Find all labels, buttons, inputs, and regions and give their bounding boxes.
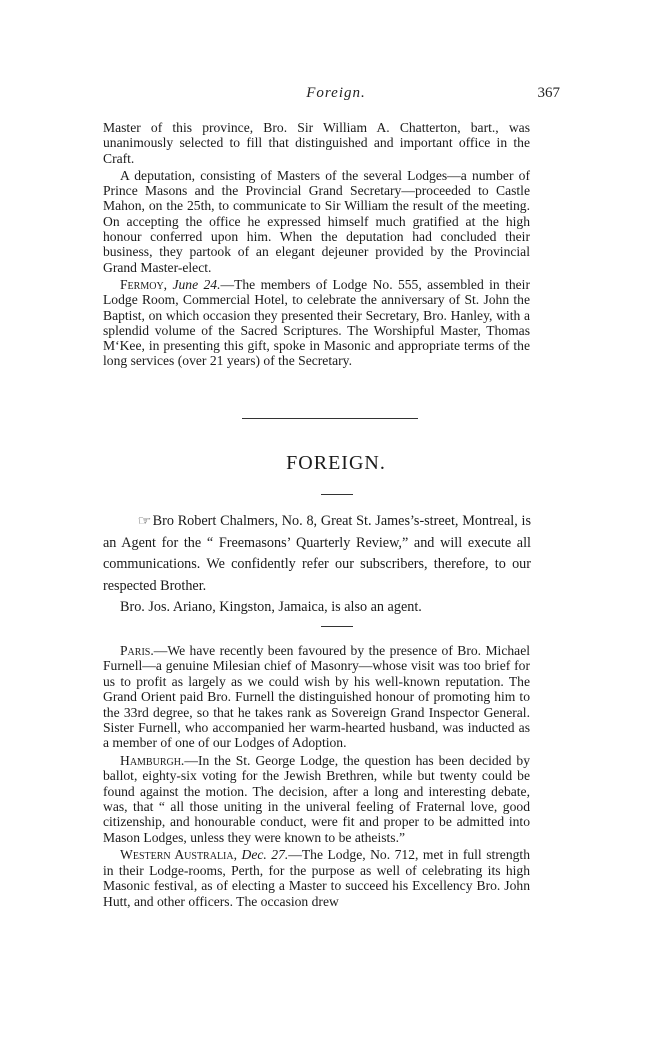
page-number: 367 (537, 85, 560, 101)
entry-paris (103, 643, 530, 751)
foreign-entries (103, 643, 530, 909)
notice-text: Bro Robert Chalmers, No. 8, Great St. James’s-street, Montreal, is an Agent for the “ Freemasons’ Quarterly Review,” and will execute all communications. We confidently refer our subscribers, therefore, to our respected Brother. (103, 513, 531, 594)
paragraph-text: —The members of Lodge No. 555, assembled in their Lodge Room, Commercial Hotel, to celebrate the anniversary of St. John the Baptist, on which occasion they presented their Secretary, Bro. Hanley, with a splendid volume of the Sacred Scriptures. The Worshipful Master, Thomas M‘Kee, in presenting this gift, spoke in Masonic and appropriate terms of the long services (over 21 years) of the Secretary. (103, 276, 530, 369)
place-lead: Hamburgh. (120, 752, 185, 768)
top-section (103, 120, 530, 369)
section-heading: FOREIGN. (286, 452, 386, 474)
notice-text: Bro. Jos. Ariano, Kingston, Jamaica, is also an agent. (120, 599, 422, 615)
date-lead: June 24. (172, 276, 221, 292)
entry-text: —The Lodge, No. 712, met in full strength in their Lodge-rooms, Perth, for the purpose as well of celebrating its high Masonic festival, as of electing a Master to succeed his Excellency Bro. John Hutt, and other officers. The occasion drew (103, 847, 530, 909)
notice-rule (321, 626, 353, 627)
paragraph-text: Master of this province, Bro. Sir William A. Chatterton, bart., was unanimously selected to fill that distinguished and important office in the Craft. (103, 120, 530, 166)
entry-hamburgh (103, 753, 530, 845)
paragraph-text: A deputation, consisting of Masters of the several Lodges—a number of Prince Masons and the Provincial Grand Secretary—proceeded to Castle Mahon, on the 25th, to communicate to Sir William the result of the meeting. On accepting the office he expressed himself much gratified at the high honour conferred upon him. When the deputation had concluded their business, they partook of an elegant dejeuner provided by the Provincial Grand Master-elect. (103, 167, 530, 275)
paragraph-chatterton (103, 120, 530, 166)
pointing-hand-icon: ☞ (137, 513, 152, 528)
entry-text: —We have recently been favoured by the presence of Bro. Michael Furnell—a genuine Milesian chief of Masonry—whose visit was too brief for us to profit as largely as we could wish by his well-known reputation. The Grand Orient paid Bro. Furnell the distinguished honour of promoting him to the 33rd degree, so that he takes rank as Sovereign Grand Inspector General. Sister Furnell, who accompanied her warm-hearted husband, was inducted as a member of one of our Lodges of Adoption. (103, 643, 530, 751)
agent-notice (103, 510, 531, 619)
place-lead: Western Australia, (120, 847, 238, 863)
place-lead: Fermoy, (120, 276, 168, 292)
heading-rule (321, 494, 353, 495)
entry-western-australia (103, 847, 530, 909)
place-lead: Paris. (120, 643, 154, 658)
notice-paragraph-chalmers (103, 510, 531, 597)
entry-text: —In the St. George Lodge, the question has been decided by ballot, eighty-six voting for the Jewish Brethren, while but twenty could be found against the motion. The decision, after a long and interesting debate, was, that “ all those uniting in the univeral feeling of Fraternal love, good citizenship, and honourable conduct, were fit and proper to be admitted into Mason Lodges, unless they were known to be atheists.” (103, 752, 530, 845)
running-head (0, 85, 672, 105)
notice-paragraph-ariano (103, 597, 531, 619)
paragraph-fermoy (103, 277, 530, 369)
running-title: Foreign. (306, 85, 366, 101)
section-divider-rule (242, 418, 418, 419)
paragraph-deputation (103, 168, 530, 275)
date-lead: Dec. 27. (241, 847, 289, 863)
